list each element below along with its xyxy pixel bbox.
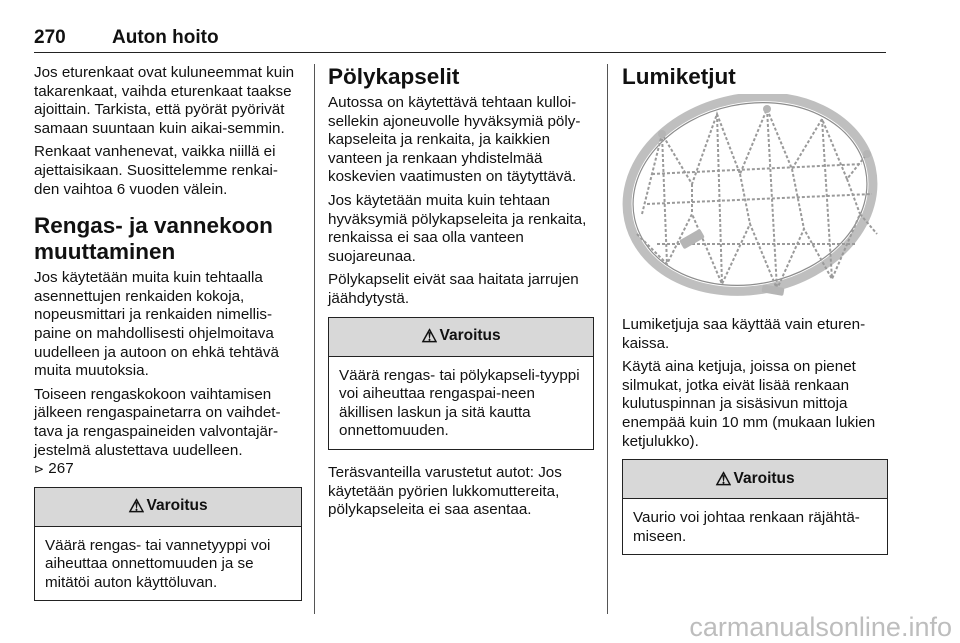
page-reference-link[interactable]: 267 <box>48 460 74 478</box>
warning-title: Varoitus <box>439 327 501 345</box>
paragraph: Teräsvanteilla varustetut autot: Jos käytetään pyörien lukkomuttereita, pölykapseleita ei saa asentaa. <box>328 463 562 519</box>
paragraph: Jos käytetään muita kuin tehtaalla asennettujen renkaiden kokoja, nopeusmittari ja renkaiden nimellis-paine on mahdollisesti ohjelmoitava uudelleen ja autoon on ehkä tehtävä muita muutoksia. <box>34 269 279 380</box>
column-2 <box>328 64 594 525</box>
warning-triangle-icon: ⚠ <box>421 326 438 347</box>
section-heading-snow-chains: Lumiketjut <box>622 64 736 89</box>
paragraph: Pölykapselit eivät saa haitata jarrujen jäähdytystä. <box>328 271 579 307</box>
warning-header <box>623 460 887 499</box>
snow-chains-illustration <box>622 94 888 304</box>
warning-text: Vaurio voi johtaa renkaan räjähtä-miseen. <box>633 509 860 545</box>
section-heading-tire-size: Rengas- ja vannekoon muuttaminen <box>34 213 273 265</box>
paragraph: Renkaat vanhenevat, vaikka niillä ei ajettaisikaan. Suosittelemme renkai-den vaihtoa 6 vuoden välein. <box>34 143 278 198</box>
warning-triangle-icon: ⚠ <box>128 496 145 517</box>
warning-header <box>329 318 593 357</box>
warning-box <box>34 487 302 602</box>
column-3 <box>622 64 888 555</box>
warning-box <box>328 317 594 450</box>
paragraph-text: Toiseen rengaskokoon vaihtamisen jälkeen rengaspainetarra on vaihdet-tava ja rengaspaineiden valvontajär-jestelmä alustettava uudelleen. <box>34 385 281 459</box>
page-number: 270 <box>34 27 66 48</box>
warning-header <box>35 488 301 527</box>
section-heading-hubcaps: Pölykapselit <box>328 64 460 89</box>
paragraph: Jos käytetään muita kuin tehtaan hyväksymiä pölykapseleita ja renkaita, renkaissa ei saa olla vanteen suojareunaa. <box>328 191 587 265</box>
paragraph <box>34 386 302 479</box>
page-header <box>34 26 886 53</box>
column-divider <box>607 64 608 614</box>
paragraph: Autossa on käytettävä tehtaan kulloi-sellekin ajoneuvolle hyväksymiä pöly-kapseleita ja renkaita, ja kaikkien vanteen ja renkaan yhdistelmää koskevien vaatimusten on täytyttävä. <box>328 94 581 186</box>
warning-title: Varoitus <box>146 497 208 515</box>
paragraph: Jos eturenkaat ovat kuluneemmat kuin takarenkaat, vaihda eturenkaat taakse ajoittain. Tarkista, että pyörät pyörivät samaan suuntaan kuin aikai-semmin. <box>34 64 295 137</box>
paragraph: Lumiketjuja saa käyttää vain eturen-kaissa. <box>622 316 866 352</box>
warning-box <box>622 459 888 555</box>
paragraph: Käytä aina ketjuja, joissa on pienet silmukat, jotka eivät lisää renkaan kulutuspinnan ja sisäsivun mittoja enempää kuin 10 mm (mukaan lukien ketjulukko). <box>622 358 876 450</box>
warning-text: Väärä rengas- tai pölykapseli-tyyppi voi aiheuttaa rengaspai-neen äkillisen laskun ja sitä kautta onnettomuuden. <box>339 366 580 440</box>
page-reference-arrow-icon: ⊳ <box>34 462 45 477</box>
chapter-title: Auton hoito <box>112 27 219 48</box>
watermark: carmanualsonline.info <box>689 612 952 642</box>
warning-triangle-icon: ⚠ <box>715 468 732 489</box>
column-divider <box>314 64 315 614</box>
warning-text: Väärä rengas- tai vannetyyppi voi aiheuttaa onnettomuuden ja se mitätöi auton käyttöluvan. <box>45 536 271 591</box>
column-1 <box>34 64 302 601</box>
warning-title: Varoitus <box>733 469 795 487</box>
